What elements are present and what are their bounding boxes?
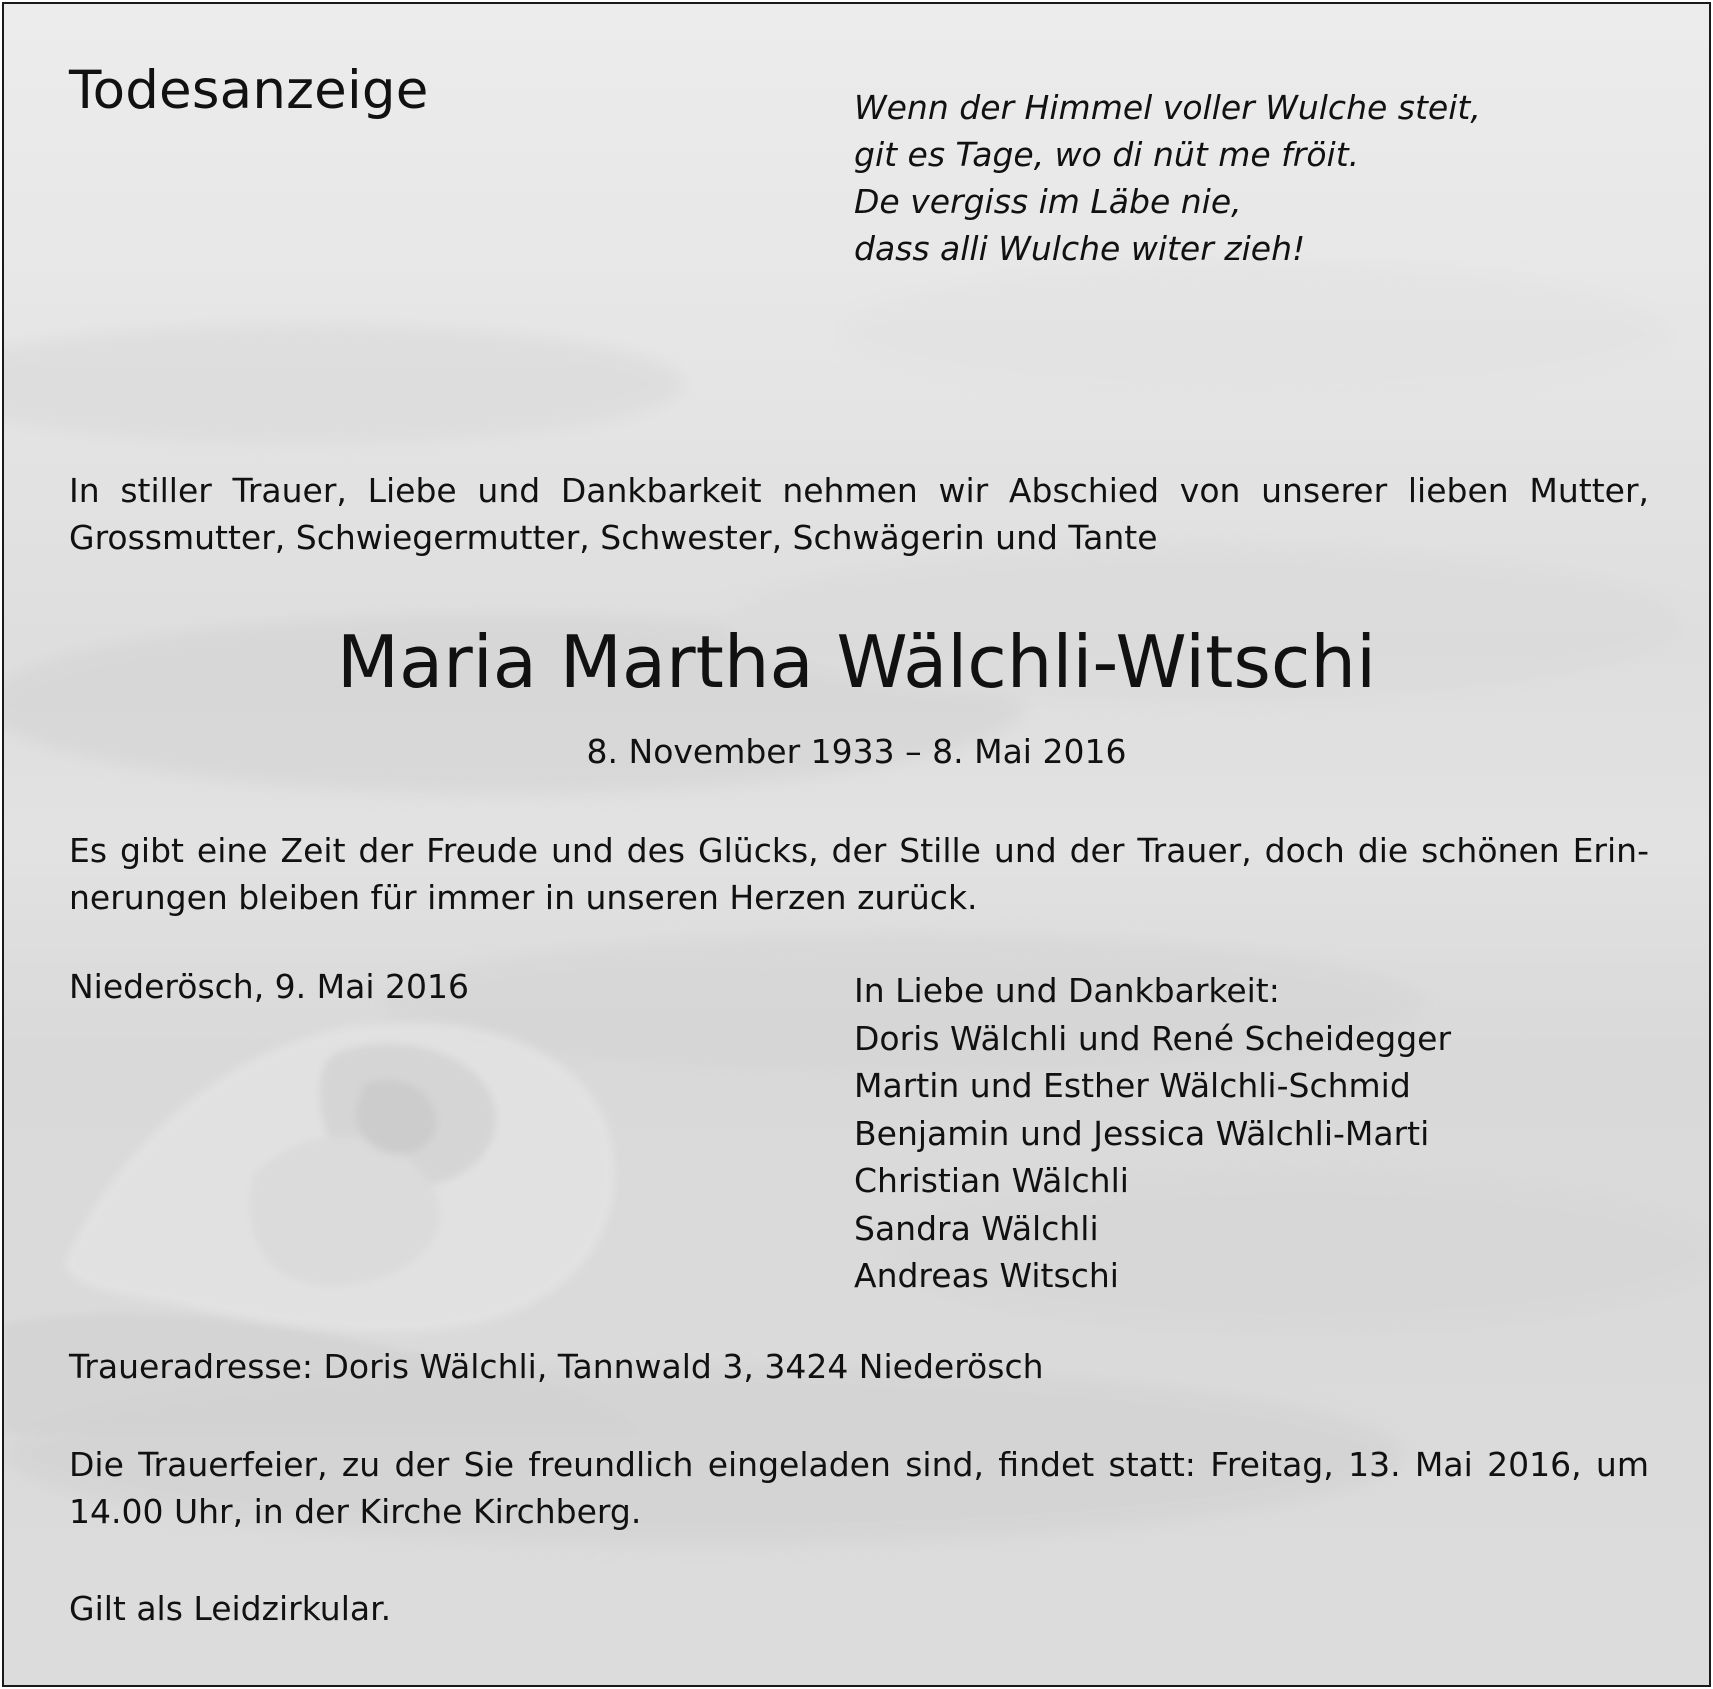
- family-member: Martin und Esther Wälchli-Schmid: [854, 1066, 1411, 1105]
- poem-line: De vergiss im Läbe nie,: [854, 182, 1242, 221]
- family-heading: In Liebe und Dankbarkeit:: [854, 971, 1280, 1010]
- poem: [854, 84, 1481, 272]
- intro-paragraph: [69, 467, 1649, 561]
- deceased-name: Maria Martha Wälchli-Witschi: [336, 620, 1377, 704]
- intro-line: In stiller Trauer, Liebe und Dankbarkeit nehmen wir Abschied von unserer lieben Mutter,: [69, 471, 1649, 510]
- poem-line: git es Tage, wo di nüt me fröit.: [854, 135, 1360, 174]
- funeral-info: [69, 1441, 1649, 1535]
- family-member: Doris Wälchli und René Scheidegger: [854, 1018, 1452, 1058]
- funeral-line: Die Trauerfeier, zu der Sie freundlich eingeladen sind, findet statt: Freitag, 13. Mai 2016, um: [69, 1445, 1649, 1484]
- quote-line: Es gibt eine Zeit der Freude und des Glücks, der Stille und der Trauer, doch die schönen Erin-: [69, 831, 1649, 870]
- notice-heading: Todesanzeige: [69, 60, 429, 121]
- family-member: Sandra Wälchli: [854, 1208, 1099, 1248]
- obituary-notice: [2, 2, 1711, 1687]
- family-list: [854, 967, 1451, 1300]
- memorial-quote: [69, 827, 1649, 921]
- poem-line: dass alli Wulche witer zieh!: [854, 229, 1306, 268]
- family-member: Andreas Witschi: [854, 1256, 1119, 1295]
- funeral-line: 14.00 Uhr, in der Kirche Kirchberg.: [69, 1492, 642, 1531]
- family-member: Benjamin und Jessica Wälchli-Marti: [854, 1113, 1430, 1153]
- quote-line: nerungen bleiben für immer in unseren Herzen zurück.: [69, 878, 978, 917]
- life-dates: 8. November 1933 – 8. Mai 2016: [586, 732, 1127, 771]
- family-member: Christian Wälchli: [854, 1161, 1129, 1200]
- place-date: Niederösch, 9. Mai 2016: [69, 967, 469, 1006]
- poem-line: Wenn der Himmel voller Wulche steit,: [854, 88, 1481, 127]
- mourning-address: Traueradresse: Doris Wälchli, Tannwald 3, 3424 Niederösch: [69, 1347, 1044, 1386]
- circular-note: Gilt als Leidzirkular.: [69, 1589, 392, 1628]
- intro-line: Grossmutter, Schwiegermutter, Schwester, Schwägerin und Tante: [69, 518, 1158, 557]
